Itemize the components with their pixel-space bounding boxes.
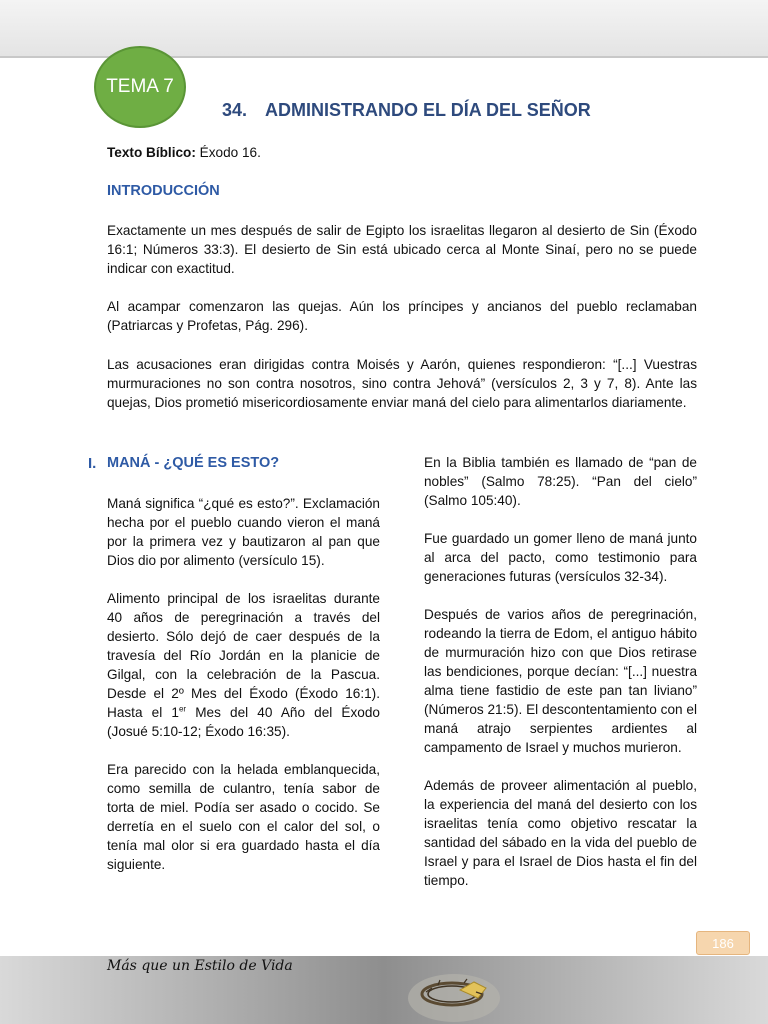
biblical-text-line (107, 143, 697, 162)
left-paragraph-1: Maná significa “¿qué es esto?”. Exclamación hecha por el pueblo cuando vieron el maná por la primera vez y bautizaron al pan que Dios dio por alimento (versículo 15). (107, 496, 380, 568)
lesson-number: 34. (222, 100, 248, 120)
biblical-text-label: Texto Bíblico: (107, 145, 196, 160)
left-paragraph-2: Alimento principal de los israelitas durante 40 años de peregrinación a través del desierto. Sólo dejó de caer después de la travesía del Río Jordán en la planicie de Gilgal, con la celebración de la Pascua. Desde el 2º Mes del Éxodo (Éxodo 16:1). Hasta el 1er Mes del 40 Año del Éxodo (Josué 5:10-12; Éxodo 16:35). (107, 591, 380, 739)
top-header-band (0, 0, 768, 58)
lesson-title-text: ADMINISTRANDO EL DÍA DEL SEÑOR (265, 100, 591, 120)
intro-paragraph-2: Al acampar comenzaron las quejas. Aún los príncipes y ancianos del pueblo reclamaban (Patriarcas y Profetas, Pág. 296). (107, 299, 697, 333)
right-paragraph-2: Fue guardado un gomer lleno de maná junto al arca del pacto, como testimonio para generaciones futuras (versículos 32-34). (424, 531, 697, 584)
biblical-text-value: Éxodo 16. (199, 145, 261, 160)
lesson-title (222, 100, 591, 121)
intro-paragraph-3: Las acusaciones eran dirigidas contra Moisés y Aarón, quienes respondieron: “[...] Vuestras murmuraciones no son contra nosotros, sino contra Jehová” (versículos 2, 3 y 7, 8). Ante las quejas, Dios prometió misericordiosamente enviar maná del cielo para alimentarlos diariamente. (107, 357, 697, 410)
left-column (107, 494, 380, 893)
footer-title: Más que un Estilo de Vida (107, 958, 293, 974)
section-heading: MANÁ - ¿QUÉ ES ESTO? (107, 455, 280, 471)
right-paragraph-4: Además de proveer alimentación al pueblo, la experiencia del maná del desierto con los israelitas tenía como objetivo rescatar la santidad del sábado en la vida del pueblo de Israel y para el Israel de Dios hasta el fin del tiempo. (424, 778, 697, 888)
right-paragraph-1: En la Biblia también es llamado de “pan de nobles” (Salmo 78:25). “Pan del cielo” (Salmo 105:40). (424, 455, 697, 508)
page-number: 186 (696, 931, 750, 955)
intro-paragraph-1: Exactamente un mes después de salir de Egipto los israelitas llegaron al desierto de Sin (Éxodo 16:1; Números 33:3). El desierto de Sin está ubicado cerca al Monte Sinaí, pero no se puede indicar con exactitud. (107, 223, 697, 276)
tema-label: TEMA 7 (106, 76, 174, 97)
right-column (424, 453, 697, 909)
left-paragraph-3: Era parecido con la helada emblanquecida, como semilla de culantro, tenía sabor de torta de miel. Podía ser asado o cocido. Se derretía en el suelo con el calor del sol, o tenía mal olor si era guardado hasta el día siguiente. (107, 762, 380, 872)
intro-heading: INTRODUCCIÓN (107, 183, 220, 199)
right-paragraph-3: Después de varios años de peregrinación, rodeando la tierra de Edom, el antiguo hábito de murmuración hizo con que Dios retirase las bendiciones, porque decían: “[...] nuestra alma tiene fastidio de este pan tan liviano” (Números 21:5). El descontentamiento con el maná atrajo serpientes ardientes al campamento de Israel y muchos murieron. (424, 607, 697, 755)
crown-of-thorns-icon (404, 968, 504, 1024)
section-number: I. (88, 455, 97, 472)
tema-badge (94, 46, 186, 128)
